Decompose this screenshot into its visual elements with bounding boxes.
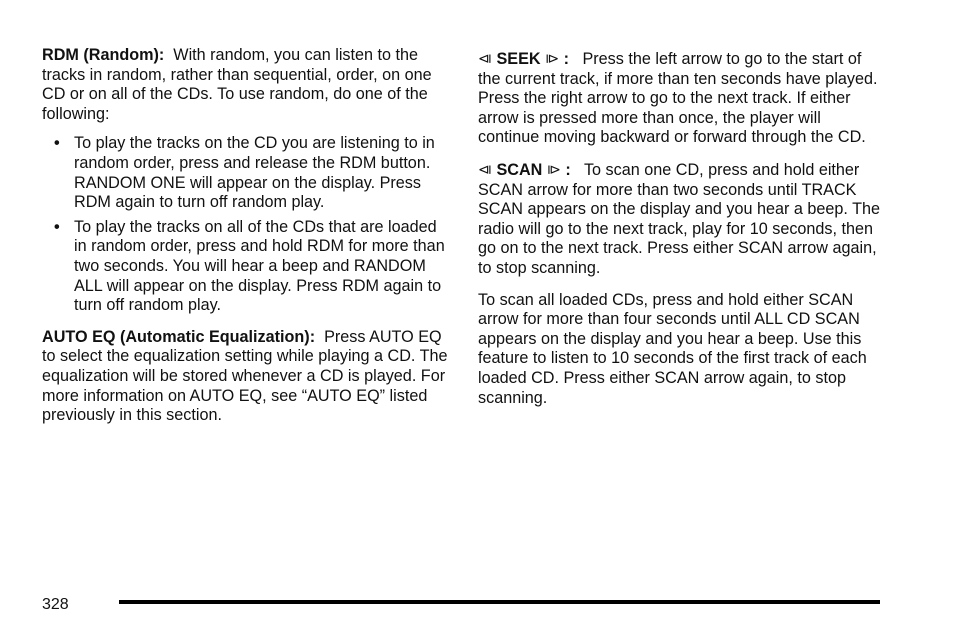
scan-paragraph <box>478 160 884 279</box>
scan-all-text: To scan all loaded CDs, press and hold either SCAN arrow for more than four seconds until ALL CD SCAN appears on the display and you hear a beep. Use this feature to listen to 10 seconds of the first track of each loaded CD. Press either SCAN arrow again, to stop scanning. <box>478 290 867 407</box>
scan-prev-arrow-icon: ⧏ <box>478 160 492 177</box>
rdm-text: With random, you can listen to the tracks in random, rather than sequential, order, on one CD or on all of the CDs. To use random, do one of the following: <box>42 46 432 123</box>
scan-next-arrow-icon: ⧐ <box>546 160 561 177</box>
footer-divider <box>119 600 880 604</box>
scan-text: To scan one CD, press and hold either SCAN arrow for more than two seconds until TRACK SCAN appears on the display and you hear a beep. The radio will go to the next track, play for 10 seconds, then go on to the next track. Press either SCAN arrow again, to stop scanning. <box>478 160 880 277</box>
list-item <box>42 134 448 212</box>
seek-text: Press the left arrow to go to the start of the current track, if more than ten seconds have played. Press the right arrow to go to the next track. If either arrow is pressed more than once, the player will continue moving backward or forward through the CD. <box>478 50 878 147</box>
bullet-text: To play the tracks on all of the CDs that are loaded in random order, press and hold RDM for more than two seconds. You will hear a beep and RANDOM ALL will appear on the display. Press RDM again to turn off random play. <box>74 217 445 315</box>
rdm-heading: RDM (Random): <box>42 46 165 64</box>
seek-label: SEEK <box>496 50 541 68</box>
right-column <box>478 49 884 418</box>
scan-colon: : <box>565 160 571 179</box>
auto-eq-text: Press AUTO EQ to select the equalization setting while playing a CD. The equalization will be stored whenever a CD is played. For more information on AUTO EQ, see “AUTO EQ” listed previously in this section. <box>42 327 448 425</box>
seek-next-arrow-icon: ⧐ <box>545 50 560 66</box>
rdm-paragraph <box>42 46 448 124</box>
seek-paragraph <box>478 49 884 148</box>
auto-eq-paragraph <box>42 328 448 426</box>
scan-all-paragraph <box>478 291 884 409</box>
seek-prev-arrow-icon: ⧏ <box>478 50 492 66</box>
seek-heading <box>478 50 573 68</box>
rdm-bullet-list <box>42 134 448 315</box>
bullet-text: To play the tracks on the CD you are listening to in random order, press and release the RDM button. RANDOM ONE will appear on the display. Press RDM again to turn off random play. <box>74 134 435 212</box>
list-item <box>42 218 448 316</box>
auto-eq-heading: AUTO EQ (Automatic Equalization): <box>42 327 316 346</box>
scan-heading <box>478 161 575 179</box>
seek-colon: : <box>563 50 569 68</box>
page-number: 328 <box>42 596 69 613</box>
bullet-icon: • <box>54 217 60 236</box>
bullet-icon: • <box>54 134 60 153</box>
scan-label: SCAN <box>496 160 543 179</box>
left-column <box>42 46 448 436</box>
